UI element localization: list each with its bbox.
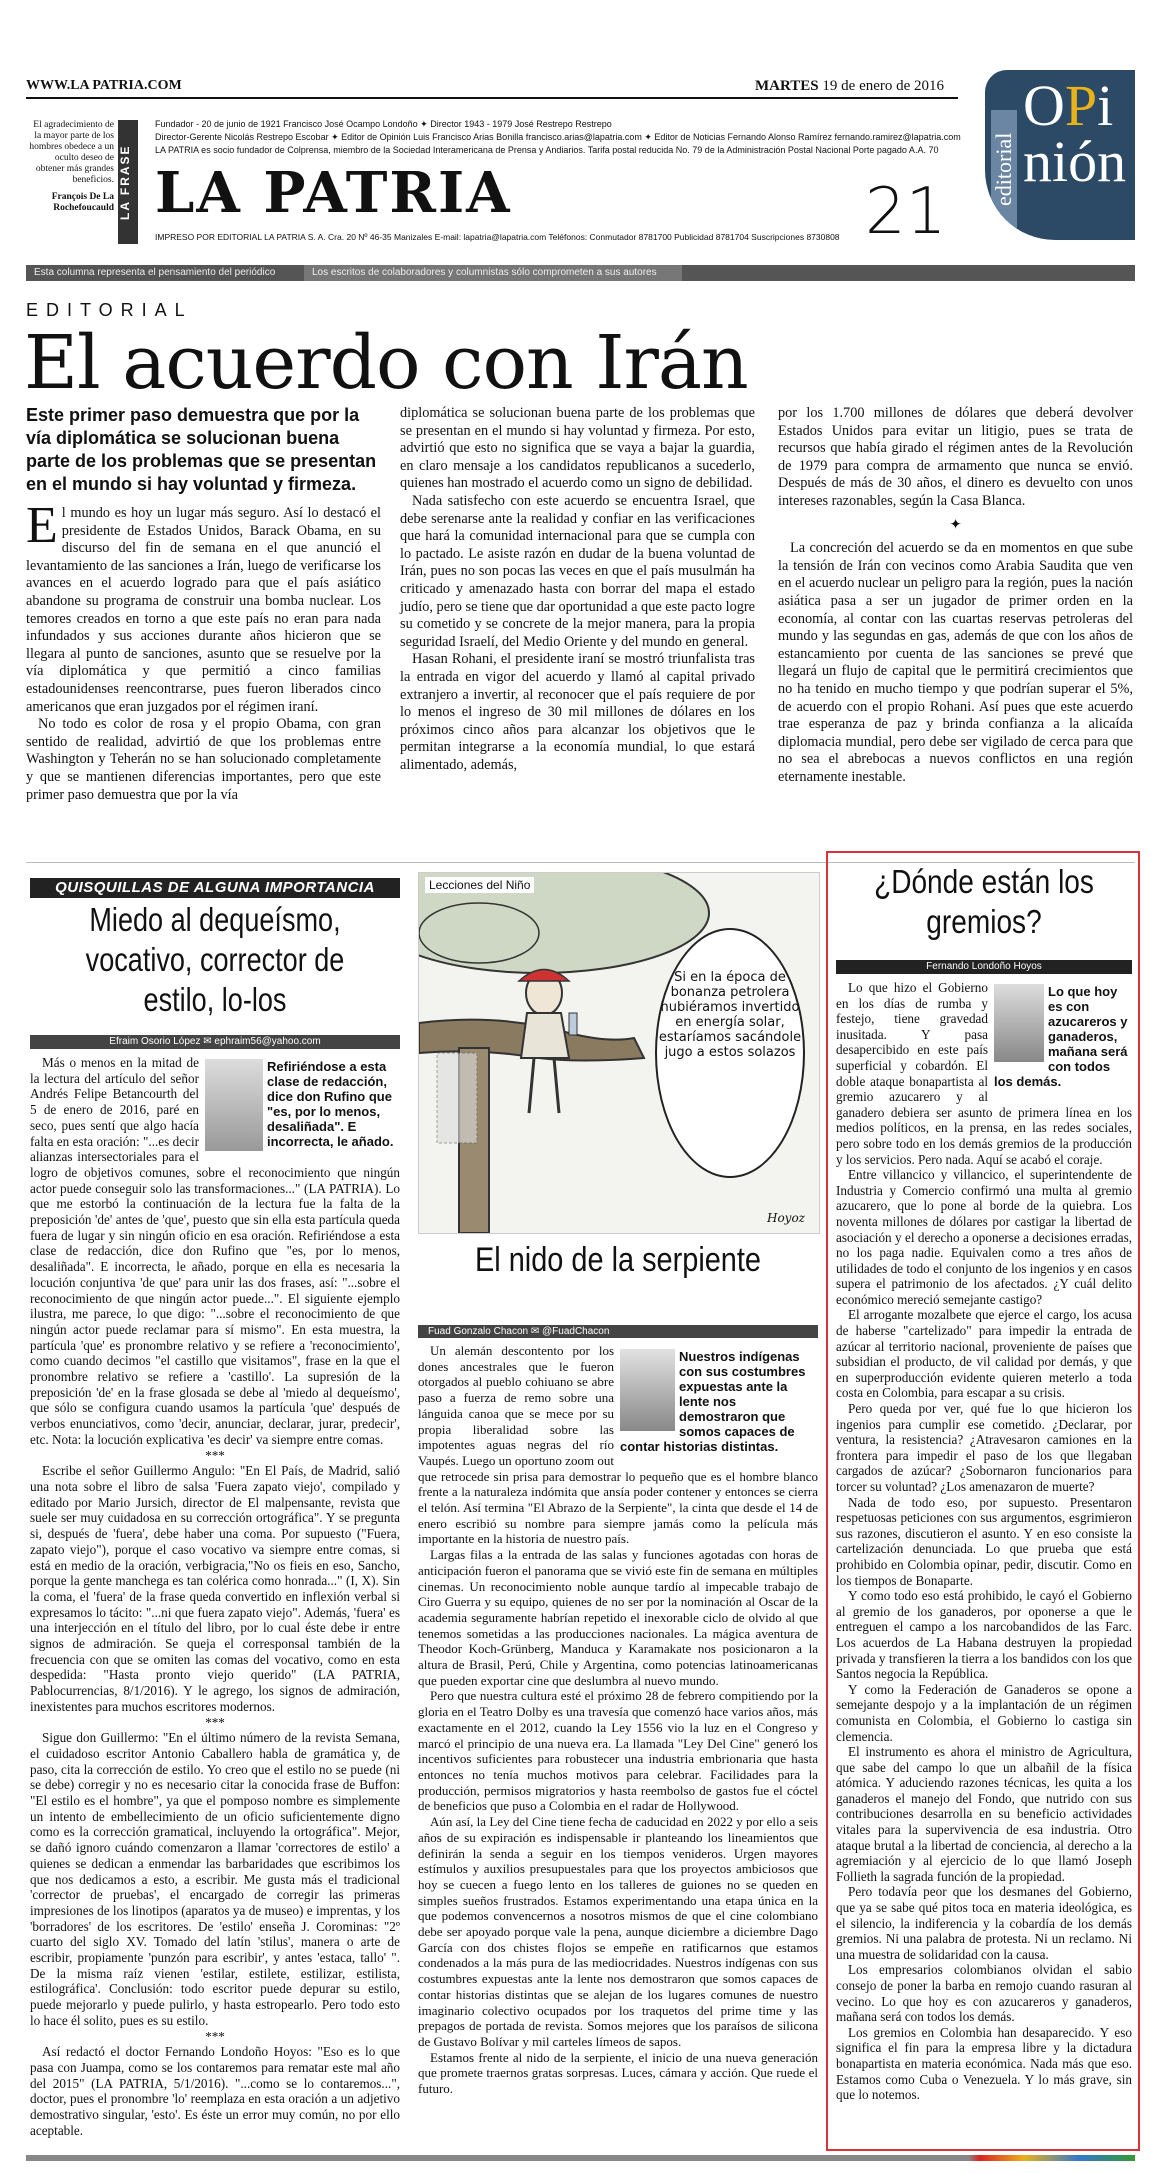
quisquillas-paragraph: Sigue don Guillermo: "En el último número de la revista Semana, el cuidadoso escritor Antonio Caballero habla de gramática y, de paso, cita la corrección de estilo. Yo creo que el estilo no se puede (ni se debe) corregir y no es necesario citar la conocida frase de Buffon: "El estilo es el hombre", ya que el pomposo nombre es simplemente un intento de embellecimiento de un oficio suficientemente digno como es la corrección gramatical, incluyendo la ortográfica". Mejor, se dañó ignoro cuándo comenzaron a llamar 'correctores de estilo' a quienes se dedican a enmendar las barbaridades que escribimos los que nos dedicamos a esto, a escribir. Me gusta más el tradicional 'corrector de pruebas', el encargado de corregir las primeras impresiones de los linotipos (aparatos ya de museo) e imprentas, y los 'borradores' de los escritores. De 'estilo' enseña J. Corominas: "2º cuarto del siglo XV. Tomado del latín 'stilus', manera o arte de escribir, propiamente 'punzón para escribir', y antes 'estaca, tallo' ". De la misma raíz vienen 'estilar, estilete, estilizar, estilista, estilográfica'. Conclusión: todo escritor puede depurar su estilo, puede mejorarlo y puede pulirlo, y hasta estropearlo. Pero todo esto lo hace él solito, pues es su estilo. (30, 1730, 400, 2028)
disclaimer-right: Los escritos de colaboradores y columnistas sólo comprometen a sus autores (304, 265, 682, 281)
section-opinion-label (1023, 73, 1127, 194)
author-photo (620, 1349, 675, 1431)
nido-title: El nido de la serpiente (475, 1241, 761, 1279)
nido-paragraph: Un alemán descontento por los dones ancestrales que le fueron otorgados al pueblo cohiuano se abre paso a fuerza de remo sobre una lánguida canoa que se mece por su propia liberalidad sobre las impotentes aguas negras del río Vaupés. Luego un oportuno zoom out que retrocede sin prisa para demostrar lo pequeño que es el hombre blanco frente a la naturaleza indómita que ansía poder contener y entonces se cierra el telón. Así termina "El Abrazo de la Serpiente", la cinta que desde el 14 de enero escribió su nombre para siempre jamás como la película más importante en la historia de nuestro país. (418, 1343, 818, 1547)
editorial-paragraph: por los 1.700 millones de dólares que deberá devolver Estados Unidos para evitar un litigio, pues se trata de recursos que había girado el régimen antes de la Revolución de 1979 para compra de armamento que nunca se envió. Después de más de 30 años, el dinero es devuelto con unos intereses razonables, según la Casa Blanca. (778, 405, 1133, 509)
date-day: MARTES (755, 78, 819, 94)
nido-paragraph: Largas filas a la entrada de las salas y funciones agotadas con horas de anticipación fueron el panorama que se vivió este fin de semana en múltiples cinemas. Un reconocimiento noble aunque tardío al impecable trabajo de Ciro Guerra y su equipo, quienes de no ser por la nominación al Oscar de la academia seguramente habrían repetido el inexorable ciclo de olvido al que tenemos sometidas a las producciones nacionales. La mágica aventura de Theodor Koch-Grünberg, Manduca y Karamakate nos posicionaron a la altura de Brasil, Perú, Chile y Argentina, como potencias latinoamericanas que pueden exportar cine que deslumbra al nuevo mundo. (418, 1547, 818, 1688)
nido-paragraph: Pero que nuestra cultura esté el próximo 28 de febrero compitiendo por la gloria en el Teatro Dolby es una travesía que comenzó hace varios años, más exactamente en el 2012, cuando la Ley 1556 vio la luz en el Congreso y marcó el principio de una nueva era. La llamada "Ley Del Cine" generó los incentivos suficientes para robustecer una industria embrionaria que hasta entonces no tenía muchos motivos para celebrar. Facilidades para la producción, permisos migratorios y hasta reembolso de gastos fue el cóctel de beneficios que puso a Colombia en el radar de Hollywood. (418, 1688, 818, 1814)
gremios-paragraph: El arrogante mozalbete que ejerce el cargo, los acusa de haberse "cartelizado" para impedir la entrada de azúcar al territorio nacional, proveniente de países que subsidian el producto, de vil calidad por demás, y que en superproducción evidente quieren meterlo a toda costa en Colombia, para escapar a su crisis. (836, 1307, 1132, 1401)
gremios-paragraph: Lo que hizo el Gobierno en los días de rumba y festejo, tiene gravedad inusitada. Y pasa desapercibido en este país superficial y cobardón. El doble ataque bonapartista al gremio azucarero y al ganadero debiera ser asunto de primera línea en los medios políticos, en la prensa, en las redes sociales, pero sobre todo en los demás gremios de la producción y los servicios. Pero nada. Aquí se acabó el coraje. (836, 980, 1132, 1167)
site-url[interactable]: WWW.LA PATRIA.COM (26, 78, 182, 93)
editorial-paragraph: El mundo es hoy un lugar más seguro. Así lo destacó el presidente de Estados Unidos, Barack Obama, en su discurso del fin de semana en el que anunció el levantamiento de las sanciones a Irán, luego de verificarse los avances en el acuerdo logrado para que el país asiático abandone su programa de construir una bomba nuclear. Los temores creados en torno a que este país no eran para nada infundados y sus acciones durante años hicieron que se llegara al punto de sanciones, asunto que se resuelve por la vía diplomática y que permitió a cinco familias estadounidenses reencontrarse, pues fueron liberados cinco americanos que eran juzgados por el régimen iraní. (26, 497, 381, 715)
gremios-pullquote: Lo que hoy es con azucareros y ganaderos, mañana será con todos los demás. (994, 984, 1128, 1089)
gremios-paragraph: Nada de todo eso, por supuesto. Presentaron respetuosas peticiones con sus argumentos, esgrimieron sus razones, discutieron el asunto. Y en eso consiste la cartelización denunciada. Lo que prueba que está prohibido en Colombia opinar, pedir, discutir. Como en los tiempos de Bonaparte. (836, 1494, 1132, 1588)
quisquillas-paragraph: Escribe el señor Guillermo Angulo: "En El País, de Madrid, salió una nota sobre el libro de salsa 'Fuera zapato viejo', compilado y editado por Mario Jursich, director de El malpensante, revista que suele ser muy cuidadosa en su corrección ortográfica". Y se pregunta si, después de 'fuera', debe haber una coma. Por supuesto ("Fuera, zapato viejo"), porque el caso vocativo va siempre entre comas, si está en medio de la oración, verbigracia,"No os fieis en eso, Sancho, porque la gente manchega es tan colérica como honrada..." (I, X). Sin la coma, el 'fuera' de la frase queda convertido en inflexión verbal si expresamos lo tácito: "...ni que fuera zapato viejo". Además, 'fuera' es una interjección en el título del libro, por lo cual éste debe ir entre signos de admiración. Se queja el corresponsal también de la frecuencia con que se omiten las comas del vocativo, como en esta despedida: "Hasta pronto viejo querido" (LA PATRIA, Pablocurrencias, 8/1/2016). Y le agrego, los signos de admiración, inexistentes para muchos escritores modernos. (30, 1463, 400, 1714)
section-editorial-label: editorial (991, 110, 1017, 228)
editorial-column-3 (778, 405, 1133, 786)
gremios-paragraph: El instrumento es ahora el ministro de Agricultura, que sabe del campo lo que un albañil de la física atómica. Y aduciendo razones técnicas, les quita a los ganaderos el manejo del Fondo, que nutrido con sus contribuciones desarrolla en su beneficio actividades vitales para la supervivencia de esa industria. Otro ataque brutal a la libertad de conciencia, al derecho a la agremiación y al ejercicio de lo que llamó Joseph Follieth la sagrada función de la propiedad. (836, 1744, 1132, 1884)
credits-line-2: Director-Gerente Nicolás Restrepo Escobar ✦ Editor de Opinión Luis Francisco Arias Bonilla francisco.arias@lapatria.com ✦ Editor de Noticias Fernando Alonso Ramírez fernando.ramirez@lapatria.com (155, 132, 961, 142)
nido-body (418, 1343, 818, 2097)
nido-pullquote: Nuestros indígenas con sus costumbres expuestas ante la lente nos demostraron que somos capaces de contar historias distintas. (620, 1349, 806, 1454)
la-frase-quote (26, 120, 114, 214)
credits (155, 118, 965, 157)
editorial-column-2 (400, 405, 755, 774)
opinion-nion: nión (1023, 129, 1127, 194)
opinion-i: i (1097, 73, 1114, 138)
editorial-paragraph: diplomática se solucionan buena parte de los problemas que se presentan en el mundo si hay voluntad y firmeza. Por esto, advirtió que esto no significa que se vaya a bajar la guardia, en claro mensaje a los candidatos republicanos a sucederlo, quienes han mostrado el acuerdo como un signo de debilidad. (400, 405, 755, 492)
gremios-title: ¿Dónde están los gremios? (874, 863, 1094, 940)
quisquillas-body (30, 1055, 400, 2139)
cartoon (418, 872, 820, 1234)
gremios-pullquote-box (994, 984, 1132, 1089)
editorial-label: EDITORIAL (26, 300, 193, 320)
cartoon-speech-bubble: Si en la época de bonanza petrolera hubiéramos invertido en energía solar, estaríamos sacándole jugo a estos solazos (655, 928, 805, 1178)
quisquillas-pullquote: Refiriéndose a esta clase de redacción, dice don Rufino que "es, por lo menos, desaliñada". E incorrecta, le añado. (267, 1059, 394, 1149)
gremios-paragraph: Y como la Federación de Ganaderos se opone a semejante despojo y a la implantación de un régimen comunista en Colombia, el Gobierno lo castiga sin clemencia. (836, 1681, 1132, 1744)
separator: *** (205, 1714, 225, 1730)
masthead-rule (26, 97, 958, 99)
editorial-paragraph: La concreción del acuerdo se da en momentos en que sube la tensión de Irán con vecinos como Arabia Saudita que ven en el acuerdo nuclear un peligro para la región, pues la nación asiática pasa a ser un jugador de primer orden en la economía, al contar con las cuartas reservas petroleras del mundo y las segundas en gas, además de que con los años de estancamiento por cuenta de las sanciones se prevé que llegará un flujo de capital que le permitirá crecimientos que no ha tenido en mucho tiempo y que podrían superar el 5%, de acuerdo con el propio Rohani. Así pues que este acuerdo trae esperanza de paz y brinda confianza a la alicaída diplomacia mundial, pero debe ser vigilado de cerca para que no sea el abrebocas a nuevos conflictos en una región eternamente inestable. (778, 540, 1133, 785)
quisquillas-section-header: QUISQUILLAS DE ALGUNA IMPORTANCIA (30, 878, 400, 898)
author-photo (205, 1059, 263, 1151)
opinion-section-badge (985, 70, 1135, 240)
gremios-paragraph: Y como todo eso está prohibido, le cayó el Gobierno al gremio de los ganaderos, por oponerse a que le entreguen el campo a los narcobandidos de las Farc. Los acuerdos de La Habana destruyen la propiedad privada y transfieren la tierra a los bandidos con los que Santos negocia la República. (836, 1588, 1132, 1682)
footer-color-strip (26, 2155, 1135, 2161)
editorial-title: El acuerdo con Irán (24, 320, 748, 406)
quisquillas-byline[interactable]: Efraim Osorio López ✉ ephraim56@yahoo.com (30, 1035, 400, 1049)
issue-date (755, 78, 955, 95)
author-photo (994, 984, 1044, 1062)
diamond-ornament: ✦ (949, 516, 962, 533)
cartoon-signature: Hoyoz (766, 1211, 805, 1225)
newspaper-logo: LA PATRIA (155, 160, 512, 226)
quote-text: El agradecimiento de la mayor parte de los hombres obedece a un oculto deseo de obtener más grandes beneficios. (29, 120, 114, 185)
disclaimer-bar (26, 265, 1135, 281)
opinion-p: P (1064, 73, 1098, 138)
date-rest: 19 de enero de 2016 (822, 78, 945, 94)
editorial-lead: Este primer paso demuestra que por la vía diplomática se solucionan buena parte de los problemas que se presentan en el mundo si hay voluntad y firmeza. (26, 405, 377, 494)
printer-info: IMPRESO POR EDITORIAL LA PATRIA S. A. Cra. 20 Nº 46-35 Manizales E-mail: lapatria@lapatria.com Teléfonos: Conmutador 8781700 Publicidad 8781704 Suscripciones 8730808 (155, 232, 840, 242)
gremios-paragraph: Pero queda por ver, qué fue lo que hicieron los ingenios para cumplir ese cometido. ¿Declarar, por ventura, la resistencia? ¿Atravesaron camiones en la frontera para impedir el paso de los que llegaban cargados de azúcar? ¿Sobornaron funcionarios para torcer su voluntad? ¿Los amenazaron de muerte? (836, 1401, 1132, 1494)
drop-cap: E (26, 497, 58, 554)
opinion-o: O (1023, 73, 1065, 138)
quote-author: François De La Rochefoucauld (51, 192, 114, 213)
quisquillas-paragraph: Así redactó el doctor Fernando Londoño Hoyos: "Eso es lo que pasa con Juampa, como se los contaremos para rematar este mal año del 2015" (LA PATRIA, 5/1/2016). "...como se lo contaremos...", doctor, pues el pronombre 'lo' reemplaza en esta oración a un adjetivo demostrativo singular, 'esto'. Es éste un error muy común, no por ello aceptable. (30, 2044, 400, 2138)
gremios-paragraph: Pero todavía peor que los desmanes del Gobierno, que ya se sabe qué pitos toca en materia ideológica, es el silencio, la indiferencia y la cobardía de los demás gremios. Ni una palabra de protesta. Ni un reclamo. Ni una muestra de solidaridad con la causa. (836, 1884, 1132, 1962)
cartoon-label: Lecciones del Niño (425, 877, 534, 893)
editorial-paragraph: Nada satisfecho con este acuerdo se encuentra Israel, que debe serenarse ante la realidad y confiar en las verificaciones que hará la comunidad internacional para que se cumpla con lo pactado. Le asiste razón en dudar de la buena voluntad de Irán, pues no son pocas las veces en que el país musulmán ha criticado y amenazado hasta con borrar del mapa el estado judío, pero se tiene que dar oportunidad a que este pacto logre su cometido y se concrete de la mejor manera, para la propia seguridad Israelí, del Medio Oriente y del mundo en general. (400, 492, 755, 650)
gremios-paragraph: Los empresarios colombianos olvidan el sabio consejo de poner la barba en remojo cuando rasuran al vecino. Lo que hoy es con azucareros y ganaderos, mañana será con todos los demás. (836, 1962, 1132, 2025)
editorial-paragraph: No todo es color de rosa y el propio Obama, con gran sentido de realidad, advirtió de que los problemas entre Washington y Teherán no se han solucionado completamente y que se mantienen diferencias importantes, pero que este primer paso demuestra que por la vía (26, 716, 381, 803)
nido-paragraph: Aún así, la Ley del Cine tiene fecha de caducidad en 2022 y por ello a seis años de su expiración es indispensable ir planteando los lineamientos que definirán la senda a seguir en los tiempos venideros. Urgen mayores estímulos y auxilios presupuestales para que los proyectos ambiciosos que hoy se cuecen a fuego lento en los talleres de guiones no se queden en simples sueños frustrados. Estamos experimentando una etapa única en la que podemos convencernos a nosotros mismos de que el cine colombiano debe ser apoyado porque vale la pena, aunque diciembre a diciembre Dago García con dos chistes flojos se empeñe en ratificarnos que estamos condenados a la más pura de las mediocridades. Nuestros indígenas con sus costumbres expuestas ante la lente nos demostraron que somos capaces de contar historias distintas que se alejan de los lugares comunes de nuestro imaginario colectivo ocupados por los traquetos del prime time y las prepagos de portada de revista. Somos mejores que los paraísos de silicona de Gustavo Bolívar y mil carteles límeos de sapos. (418, 1814, 818, 2049)
disclaimer-left: Esta columna representa el pensamiento del periódico (34, 267, 276, 278)
credits-line-1: Fundador - 20 de junio de 1921 Francisco José Ocampo Londoño ✦ Director 1943 - 1979 José Restrepo Restrepo (155, 119, 612, 129)
quisquillas-title: Miedo al dequeísmo, vocativo, corrector de estilo, lo-los (85, 901, 345, 1018)
page-number: 21 (865, 175, 947, 249)
gremios-body (836, 980, 1132, 2103)
editorial-paragraph: Hasan Rohani, el presidente iraní se mostró triunfalista tras la entrada en vigor del acuerdo y llamó al capital privado extranjero a invertir, al reconocer que el país requiere de por lo menos el ingreso de 30 mil millones de dólares en los próximos cinco años para alcanzar los objetivos que le permitan integrarse a la economía mundial, lo que estará alimentado, además, (400, 651, 755, 773)
quisquillas-paragraph: Más o menos en la mitad de la lectura del artículo del señor Andrés Felipe Betancourth del 5 de enero de 2016, paré en seco, pues sentí que algo hacía falta en esta oración: "...es decir alianzas intersectoriales para el logro de objetivos comunes, sobre el reconocimiento que ningún actor puede conseguir solo las transformaciones..." (LA PATRIA). Lo que me estorbó la continuación de la lectura fue la falta de la preposición 'de' antes de 'que', puesto que sin ella esta partícula queda fuera de lugar y sin ningún oficio en esa oración. Refiriéndose a esta clase de redacción, dice don Rufino que "es, por lo menos, desaliñada". E incorrecta, le añado, porque en ella es necesaria la locución conjuntiva 'de que' para unir las dos frases, así: "...sobre el reconocimiento de que ningún actor puede...". El siguiente ejemplo ilustra, me parece, lo que digo: "...sobre el reconocimiento de que ningún actor puede reclamar para sí mismo". En esta muestra, la partícula 'que' es pronombre relativo y se refiere a 'reconocimiento', como cuando decimos "el castillo que visitamos", frase en la que el pronombre relativo se refiere a 'castillo'. La supresión de la preposición 'de' en la frase glosada se debe al 'miedo al dequeísmo', que sólo se configura cuando usamos la partícula 'que' después de verbos enunciativos, como 'decir, anunciar, declarar, jurar, predecir', etc. Nota: la locución explicativa 'es decir' va siempre entre comas. (30, 1055, 400, 1447)
editorial-column-1 (26, 497, 381, 804)
gremios-paragraph: Los gremios en Colombia han desaparecido. Y eso significa el fin para la empresa libre y la dictadura bonapartista en materia económica. Nada más que eso. Estamos como Cuba o Venezuela. Y lo más grave, sin que lo notemos. (836, 2024, 1132, 2103)
credits-line-3: LA PATRIA es socio fundador de Colprensa, miembro de la Sociedad Interamericana de Prensa y Andiarios. Tarifa postal reducida No. 79 de la Administración Postal Nacional Porte pagado A.A. 70 (155, 145, 939, 155)
separator: *** (205, 1447, 225, 1463)
quisquillas-pullquote-box (205, 1059, 400, 1151)
la-frase-tag: LA FRASE (118, 120, 138, 244)
nido-pullquote-box (620, 1349, 818, 1454)
nido-byline[interactable]: Fuad Gonzalo Chacon ✉ @FuadChacon (418, 1325, 818, 1338)
gremios-paragraph: Entre villancico y villancico, el superintendente de Industria y Comercio confirmó una multa al gremio azucarero, que lo pone al borde de la quiebra. Los noventa millones de dólares por castigar la libertad de asociación y el derecho a oponerse a decisiones erradas, no los paga nadie. Equivalen como a tres años de utilidades de todo el conjunto de los ingenios y en casos supera el patrimonio de los afectados. ¿Y cuál delito económico mereció semejante castigo? (836, 1167, 1132, 1307)
nido-paragraph: Estamos frente al nido de la serpiente, el inicio de una nueva generación que promete traernos gratas sorpresas. Luces, cámara y acción. Que ruede el futuro. (418, 2049, 818, 2097)
gremios-byline: Fernando Londoño Hoyos (836, 960, 1132, 974)
separator: *** (205, 2028, 225, 2044)
